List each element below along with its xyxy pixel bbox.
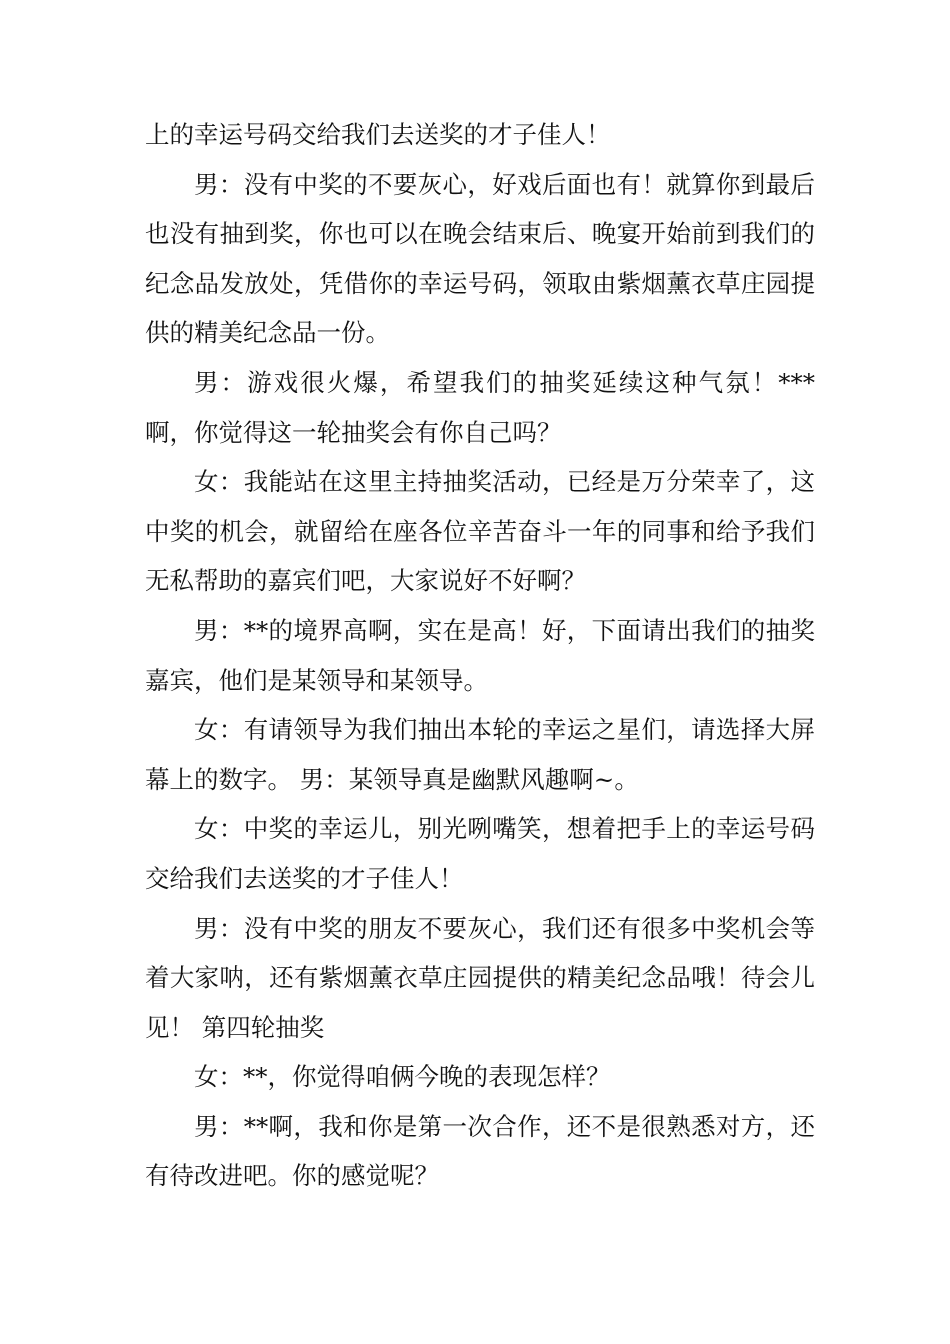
paragraph-male-invite-guests: 男：**的境界高啊，实在是高！好，下面请出我们的抽奖嘉宾，他们是某领导和某领导。 [145, 615, 815, 695]
paragraph-female-reply: 女：我能站在这里主持抽奖活动，已经是万分荣幸了，这中奖的机会，就留给在座各位辛苦奋斗一年的同事和给予我们无私帮助的嘉宾们吧，大家说好不好啊？ [145, 467, 815, 596]
paragraph-female-question: 女：**，你觉得咱俩今晚的表现怎样？ [194, 1062, 611, 1092]
paragraph-male-consolation: 男：没有中奖的不要灰心，好戏后面也有！就算你到最后也没有抽到奖，你也可以在晚会结束后、晚宴开始前到我们的纪念品发放处，凭借你的幸运号码，领取由紫烟薰衣草庄园提供的精美纪念品一份。 [145, 169, 815, 348]
paragraph-male-fourth-round: 男：没有中奖的朋友不要灰心，我们还有很多中奖机会等着大家呐，还有紫烟薰衣草庄园提供的精美纪念品哦！待会儿见！ 第四轮抽奖 [145, 913, 815, 1042]
document-body [145, 110, 815, 1201]
paragraph-female-invite-leaders: 女：有请领导为我们抽出本轮的幸运之星们，请选择大屏幕上的数字。 男：某领导真是幽默风趣啊~。 [145, 715, 815, 794]
paragraph-female-winners: 女：中奖的幸运儿，别光咧嘴笑，想着把手上的幸运号码交给我们去送奖的才子佳人！ [145, 814, 815, 893]
paragraph-continuation: 上的幸运号码交给我们去送奖的才子佳人！ [145, 120, 611, 149]
paragraph-male-answer: 男：**啊，我和你是第一次合作，还不是很熟悉对方，还有待改进吧。你的感觉呢？ [145, 1111, 815, 1191]
paragraph-male-question: 男：游戏很火爆，希望我们的抽奖延续这种气氛！***啊，你觉得这一轮抽奖会有你自己吗？ [145, 367, 815, 447]
